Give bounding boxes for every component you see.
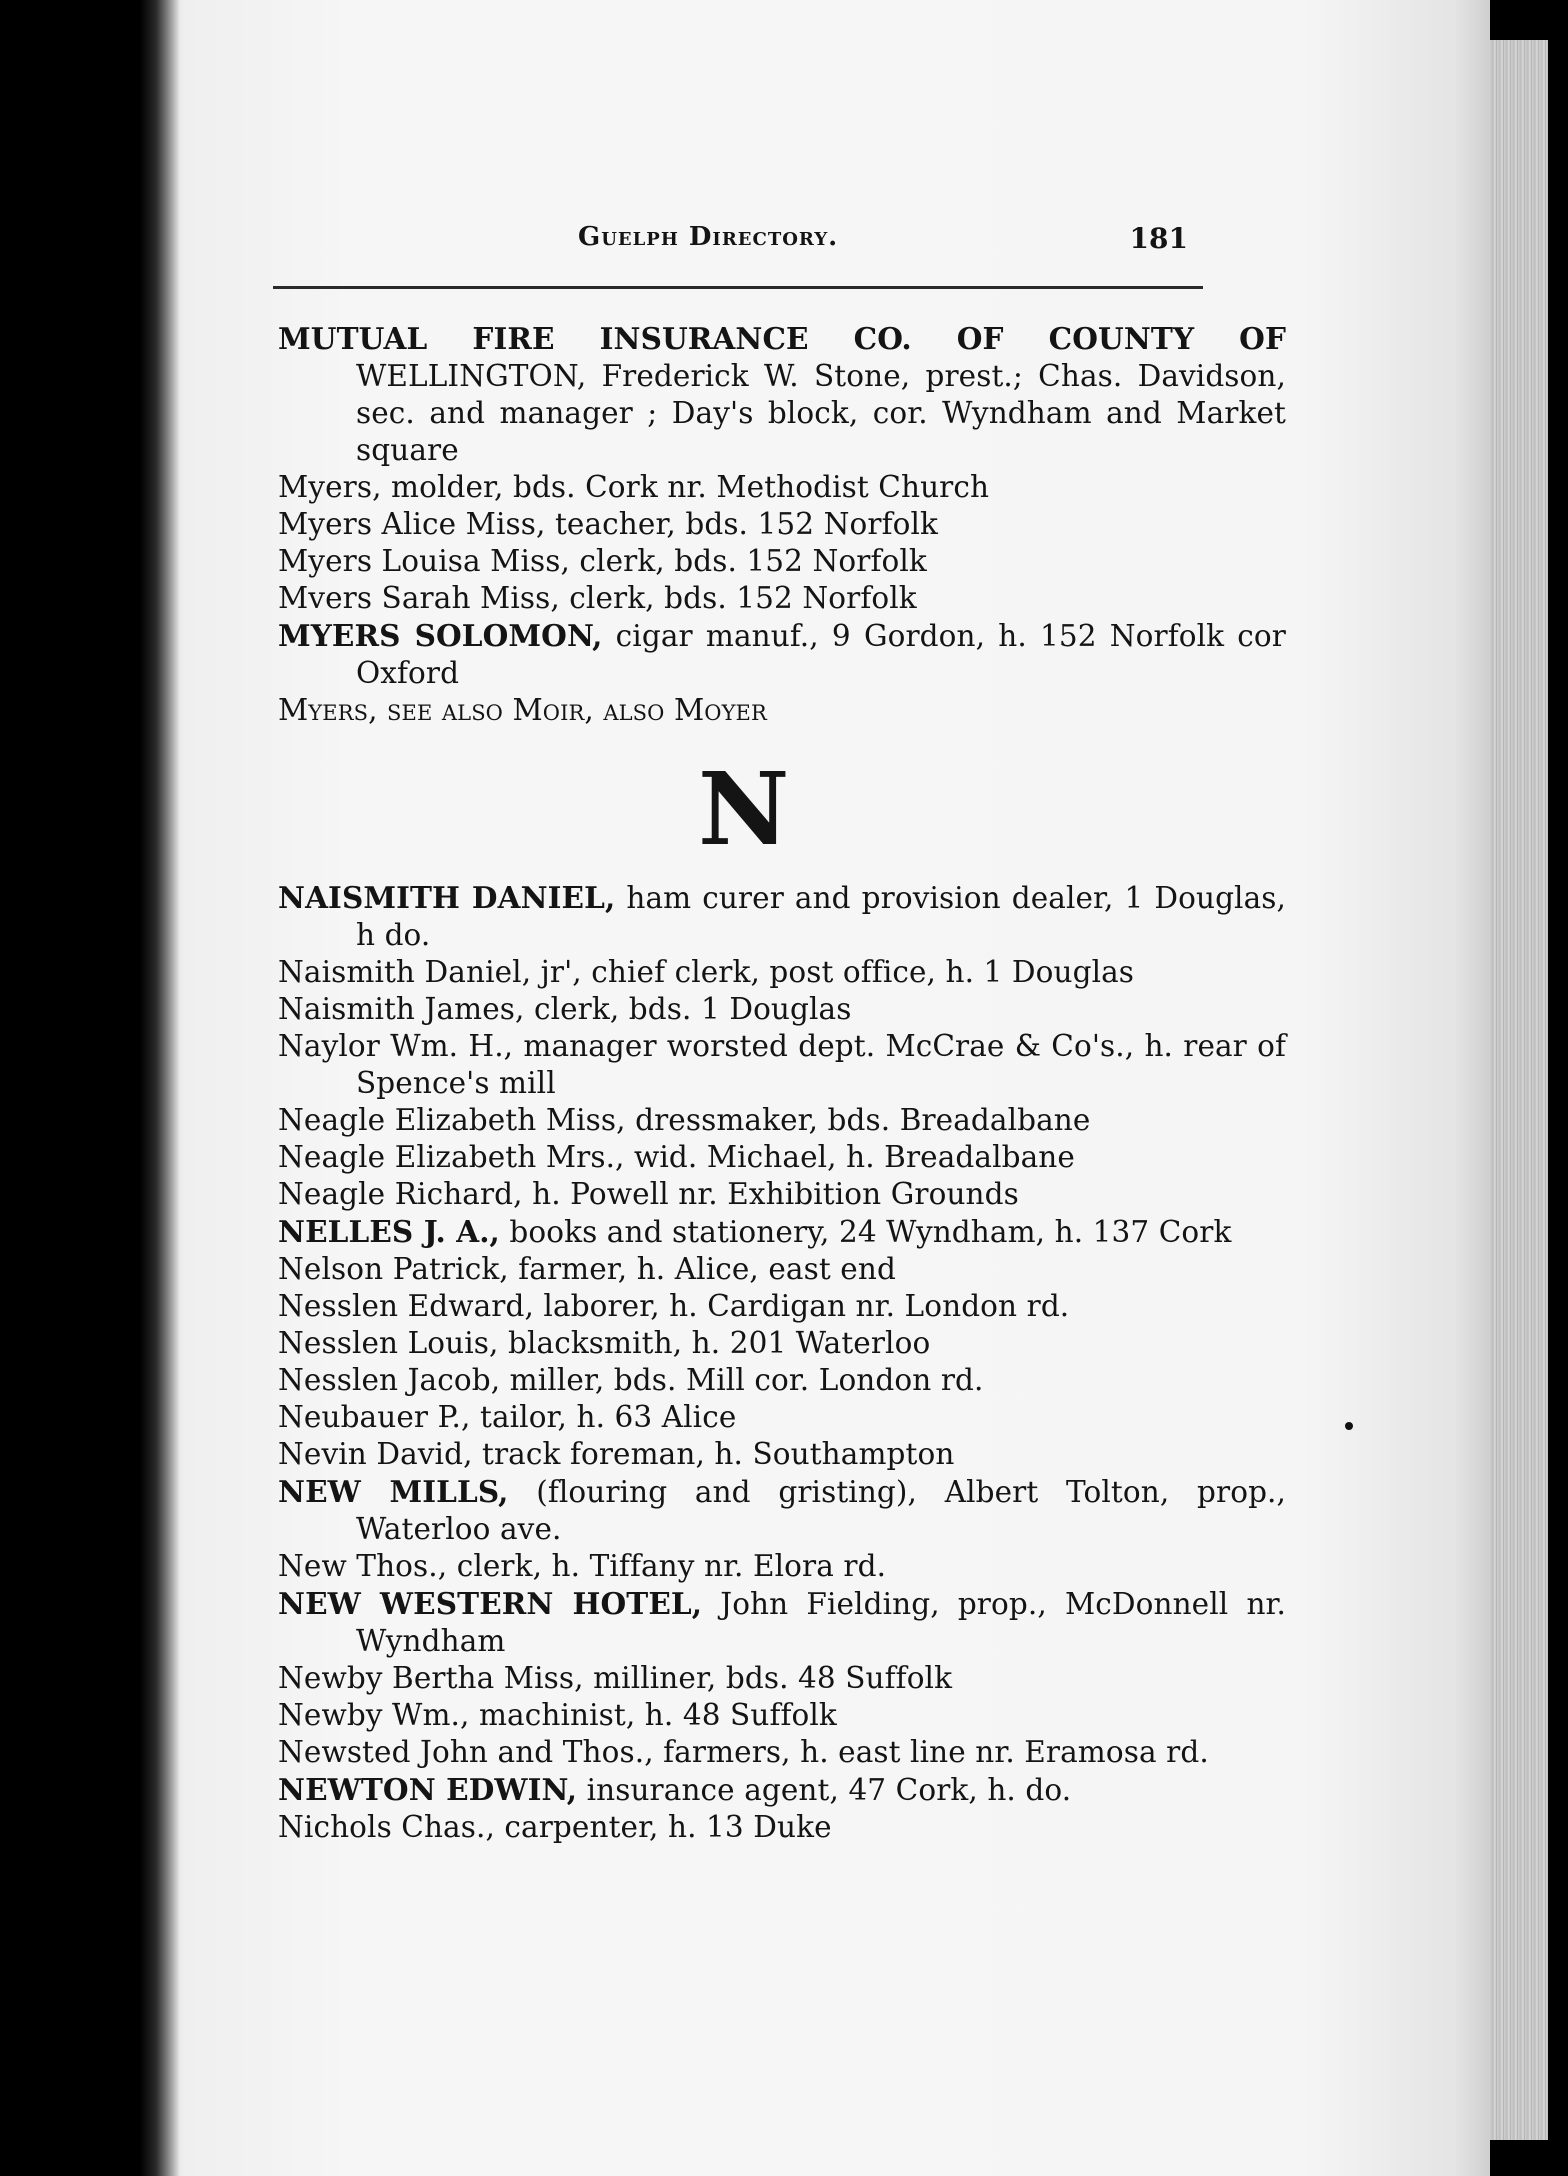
entry-name: NEWTON EDWIN, [278,1772,578,1807]
entry-name: Myers, [278,693,378,727]
entry-text: Patrick, farmer, h. Alice, east end [383,1252,896,1286]
entry-name: Newsted [278,1735,411,1769]
entry-name: Naismith [278,955,416,989]
entry-name: MYERS SOLOMON, [278,618,603,653]
entry-text: (flouring and gristing), Albert Tolton, prop., Waterloo ave. [356,1475,1287,1546]
see-also-entry [278,692,1286,729]
entry-name: New [278,1549,347,1583]
entry-name: Mvers [278,581,373,615]
entry-text: Elizabeth Miss, dressmaker, bds. Breadalbane [385,1103,1091,1137]
entry-text: books and stationery, 24 Wyndham, h. 137 Cork [499,1215,1232,1249]
directory-entry [278,1251,1286,1288]
ink-speck [1345,1422,1353,1430]
entry-text: insurance agent, 47 Cork, h. do. [577,1773,1072,1807]
entry-text: Daniel, jr', chief clerk, post office, h. 1 Douglas [415,955,1135,989]
entry-name: Nevin [278,1437,367,1471]
entry-text: John and Thos., farmers, h. east line nr. Eramosa rd. [410,1735,1209,1769]
entry-text: John Fielding, prop., McDonnell nr. Wyndham [356,1587,1286,1658]
entry-text: Bertha Miss, milliner, bds. 48 Suffolk [382,1661,953,1695]
entry-text: Chas., carpenter, h. 13 Duke [391,1810,832,1844]
entry-text: Edward, laborer, h. Cardigan nr. London rd. [398,1289,1070,1323]
entry-name: Newby [278,1698,383,1732]
entry-name: Neagle [278,1140,386,1174]
entry-text: WELLINGTON, Frederick W. Stone, prest.; Chas. Davidson, sec. and manager ; Day's block, cor. Wyndham and Market square [356,359,1286,467]
page-edges [1490,40,1550,2140]
entry-text: P., tailor, h. 63 Alice [428,1400,737,1434]
directory-entry [278,1436,1286,1473]
entry-text: ham curer and provision dealer, 1 Douglas, h do. [356,881,1286,952]
directory-entry [278,320,1286,469]
entry-name: Naismith [278,992,416,1026]
section-letter: N [698,750,790,868]
entry-text: Jacob, miller, bds. Mill cor. London rd. [398,1363,984,1397]
directory-entries [278,320,1287,1846]
directory-entry [278,1325,1286,1362]
entry-text: Wm., machinist, h. 48 Suffolk [382,1698,837,1732]
entry-name: Neagle [278,1177,386,1211]
entry-text: Richard, h. Powell nr. Exhibition Grounds [385,1177,1019,1211]
entry-name: NELLES J. A., [278,1214,500,1249]
directory-entry [278,469,1286,506]
entry-text: Louisa Miss, clerk, bds. 152 Norfolk [372,544,927,578]
entry-text: molder, bds. Cork nr. Methodist Church [381,470,990,504]
directory-entry [278,543,1286,580]
directory-entry [278,1028,1286,1102]
directory-entry [278,1809,1286,1846]
entry-name: NAISMITH DANIEL, [278,880,616,915]
entry-name: Nichols [278,1810,392,1844]
directory-entry [278,1697,1286,1734]
directory-entry [278,1771,1286,1809]
running-title: Guelph Directory. [578,222,839,252]
directory-entry [278,991,1286,1028]
entry-name: Neubauer [278,1400,429,1434]
page-number: 181 [1129,222,1188,255]
section-letter-block [278,729,1218,879]
directory-entry [278,1660,1286,1697]
entry-name: Nelson [278,1252,384,1286]
directory-entry [278,1362,1286,1399]
entry-text: Elizabeth Mrs., wid. Michael, h. Breadalbane [385,1140,1075,1174]
spine-shadow [140,0,180,2176]
directory-entry [278,506,1286,543]
entry-name: Myers, [278,470,382,504]
header-rule [273,286,1203,289]
directory-entry [278,580,1286,617]
entry-text: Alice Miss, teacher, bds. 152 Norfolk [372,507,938,541]
entry-text: David, track foreman, h. Southampton [366,1437,955,1471]
entry-name: Newby [278,1661,383,1695]
entry-name: Myers [278,507,373,541]
directory-entry [278,1585,1286,1660]
entry-name: Nesslen [278,1326,399,1360]
entry-text: Wm. H., manager worsted dept. McCrae & Co's., h. rear of Spence's mill [356,1029,1286,1100]
running-header [278,222,1218,262]
entry-text: Louis, blacksmith, h. 201 Waterloo [398,1326,931,1360]
directory-entry [278,1176,1286,1213]
entry-name: NEW MILLS, [278,1474,509,1509]
directory-entry [278,1548,1286,1585]
entry-name: NEW WESTERN HOTEL, [278,1586,703,1621]
directory-entry [278,1139,1286,1176]
directory-entry [278,1288,1286,1325]
entry-name: Myers [278,544,373,578]
entry-text: Thos., clerk, h. Tiffany nr. Elora rd. [346,1549,887,1583]
entry-text: see also Moir, also Moyer [377,693,767,727]
directory-entry [278,1213,1286,1251]
entry-name: Nesslen [278,1289,399,1323]
entry-name: Naylor [278,1029,380,1063]
directory-entry [278,1102,1286,1139]
directory-entry [278,1399,1286,1436]
entry-name: Nesslen [278,1363,399,1397]
entry-text: Sarah Miss, clerk, bds. 152 Norfolk [372,581,917,615]
directory-entry [278,954,1286,991]
entry-text: cigar manuf., 9 Gordon, h. 152 Norfolk cor Oxford [356,619,1286,690]
entry-text: James, clerk, bds. 1 Douglas [415,992,852,1026]
page-edges-dark [1548,0,1568,2176]
entry-name: Neagle [278,1103,386,1137]
directory-entry [278,879,1286,954]
directory-entry [278,617,1286,692]
directory-entry [278,1734,1286,1771]
directory-entry [278,1473,1286,1548]
entry-name: MUTUAL FIRE INSURANCE CO. OF COUNTY OF [278,321,1286,356]
